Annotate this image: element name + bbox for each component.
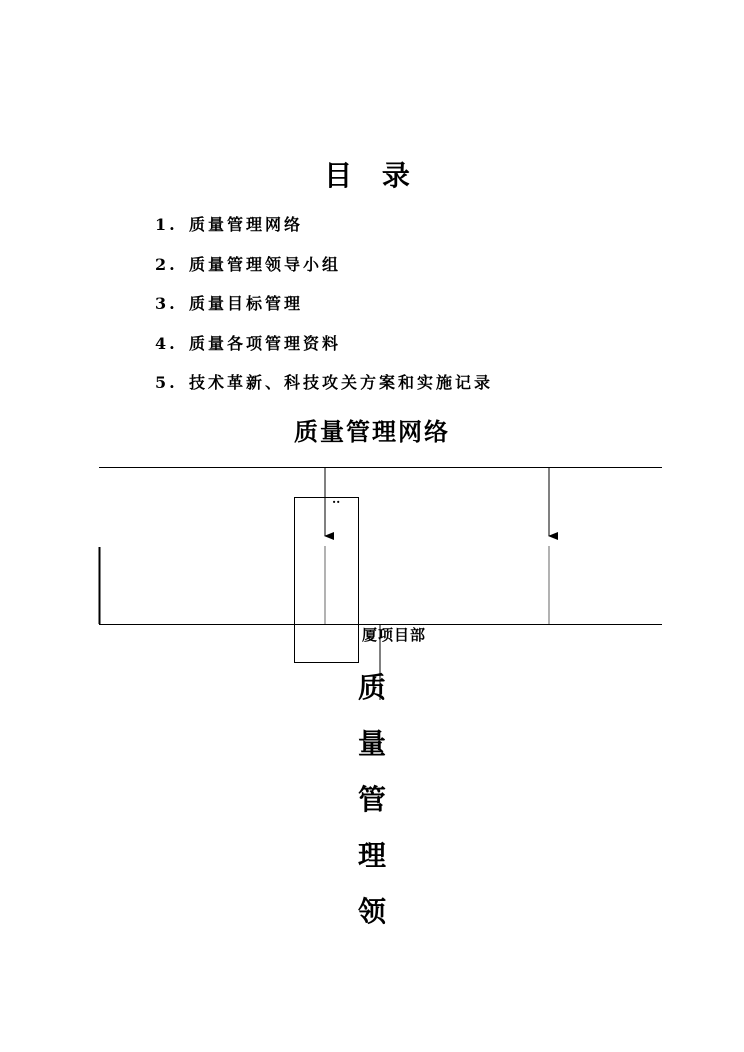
toc-item	[155, 212, 493, 252]
toc-item	[155, 370, 493, 410]
toc-item-number: 2.	[155, 254, 178, 274]
box-marker: ..	[332, 492, 341, 506]
toc-item	[155, 252, 493, 292]
toc-item-text: 质量管理网络	[189, 215, 304, 234]
toc-item-text: 质量目标管理	[189, 294, 304, 313]
toc-item-text: 质量各项管理资料	[189, 333, 342, 353]
center-box	[295, 498, 359, 663]
toc-item-number: 5.	[155, 373, 178, 392]
toc-item-number: 4.	[155, 333, 178, 353]
dept-label: 厦项目部	[362, 626, 427, 644]
vertical-heading: 质量管理领	[357, 671, 386, 928]
toc-item-number: 3.	[155, 294, 178, 313]
toc-item-text: 质量管理领导小组	[189, 254, 342, 274]
toc-item-number: 1.	[155, 215, 178, 234]
page-title: 目 录	[324, 159, 420, 192]
toc-item	[155, 331, 493, 371]
section-title: 质量管理网络	[294, 417, 450, 446]
toc-item-text: 技术革新、科技攻关方案和实施记录	[189, 373, 494, 392]
table-of-contents	[155, 212, 493, 410]
toc-item	[155, 291, 493, 331]
